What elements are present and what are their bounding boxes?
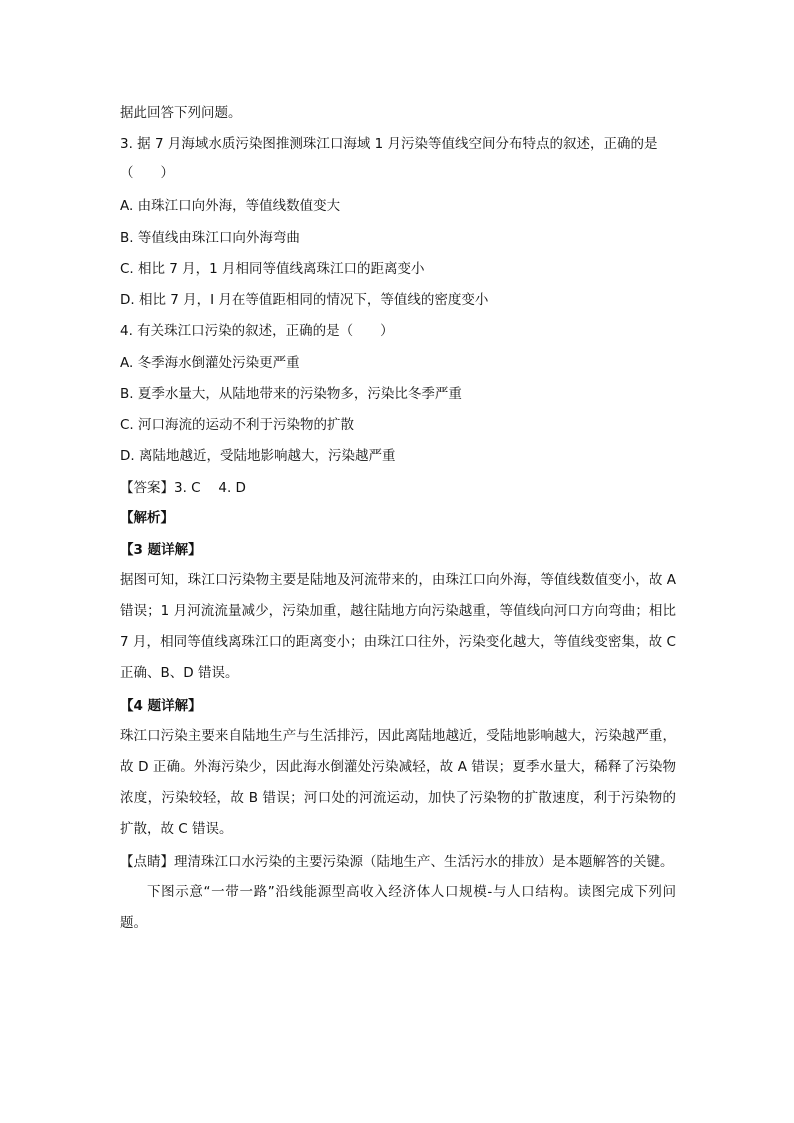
q3-option-c: C. 相比 7 月，1 月相同等值线离珠江口的距离变小 [120, 261, 425, 277]
detail4-heading: 【4 题详解】 [120, 698, 202, 714]
q4-option-b: B. 夏季水量大，从陆地带来的污染物多，污染比冬季严重 [120, 386, 462, 402]
answer-line: 【答案】3. C 4. D [120, 480, 246, 496]
q3-option-b: B. 等值线由珠江口向外海弯曲 [120, 230, 300, 246]
q3-option-d: D. 相比 7 月，I 月在等值距相同的情况下，等值线的密度变小 [120, 292, 489, 308]
q4-option-a: A. 冬季海水倒灌处污染更严重 [120, 355, 300, 371]
detail3-heading: 【3 题详解】 [120, 542, 202, 558]
tip-line: 【点睛】理清珠江口水污染的主要污染源（陆地生产、生活污水的排放）是本题解答的关键。 [120, 854, 674, 870]
analysis-heading: 【解析】 [120, 510, 174, 526]
q3-stem: 3. 据 7 月海域水质污染图推测珠江口海域 1 月污染等值线空间分布特点的叙述，正确的是 [120, 136, 658, 152]
detail4-text: 珠江口污染主要来自陆地生产与生活排污，因此离陆地越近，受陆地影响越大，污染越严重，故 D 正确。外海污染少，因此海水倒灌处污染减轻，故 A 错误；夏季水量大，稀释了污染物浓度，污染较轻，故 B 错误；河口处的河流运动，加快了污染物的扩散速度，利于污染物的扩散，故 C 错误。 [120, 728, 676, 837]
intro-text: 据此回答下列问题。 [120, 105, 242, 121]
q3-stem-bracket: （ ） [120, 165, 174, 181]
q3-option-a: A. 由珠江口向外海，等值线数值变大 [120, 198, 341, 214]
q4-option-c: C. 河口海流的运动不利于污染物的扩散 [120, 417, 355, 433]
q4-stem: 4. 有关珠江口污染的叙述，正确的是（ ） [120, 323, 394, 339]
detail3-text: 据图可知，珠江口污染物主要是陆地及河流带来的，由珠江口向外海，等值线数值变小，故 A 错误；1 月河流流量减少，污染加重，越往陆地方向污染越重，等值线向河口方向弯曲；相比 7 月，相同等值线离珠江口的距离变小；由珠江口往外，污染变化越大，等值线变密集，故 C 正确、B、D 错误。 [120, 572, 676, 681]
q4-option-d: D. 离陆地越近，受陆地影响越大，污染越严重 [120, 448, 396, 464]
next-question-intro: 下图示意“一带一路”沿线能源型高收入经济体人口规模-与人口结构。读图完成下列问题。 [120, 884, 676, 931]
